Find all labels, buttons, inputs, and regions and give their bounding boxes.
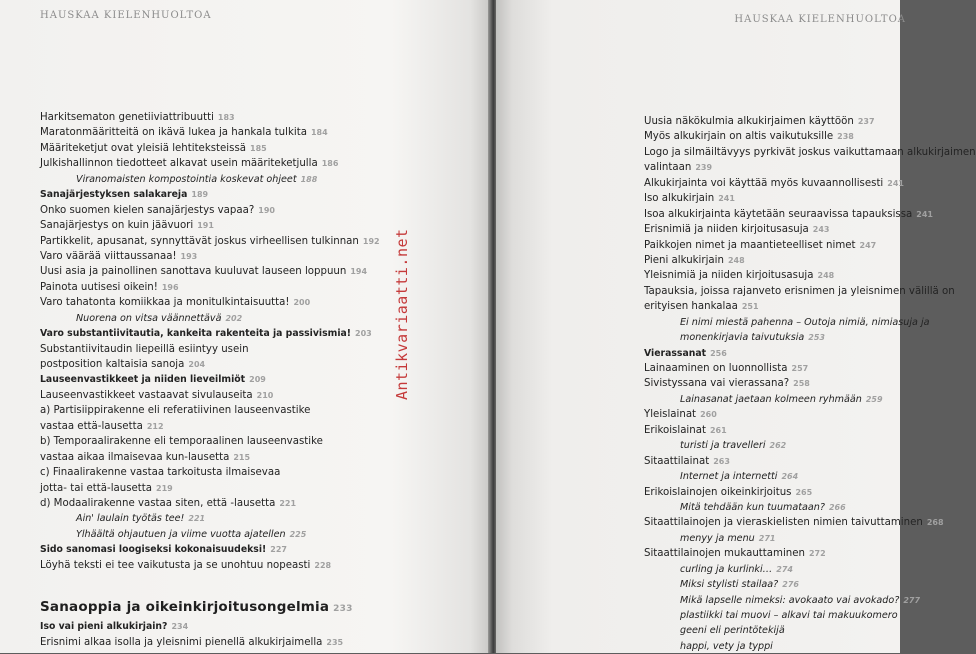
- toc-entry-title: vastaa että-lausetta: [40, 420, 143, 432]
- toc-entry-title: Miksi stylisti stailaa?: [680, 579, 779, 591]
- toc-entry-title: a) Partisiippirakenne eli referatiivinen lauseenvastike: [40, 405, 311, 417]
- toc-entry: [644, 222, 976, 237]
- toc-entry: [644, 376, 976, 391]
- table-of-contents-left: [40, 110, 380, 650]
- toc-entry-title: Tapauksia, joissa rajanveto erisnimen ja yleisnimen välillä on: [644, 285, 955, 297]
- toc-entry-title: Iso alkukirjain: [644, 193, 715, 205]
- toc-entry: [644, 407, 976, 422]
- toc-entry-title: turisti ja travelleri: [680, 440, 766, 452]
- toc-entry: [644, 238, 976, 253]
- toc-entry: [40, 419, 380, 434]
- toc-entry: [644, 284, 976, 299]
- toc-entry: [40, 434, 380, 449]
- toc-page-number: 192: [362, 236, 380, 246]
- toc-page-number: 188: [300, 174, 318, 184]
- running-head: HAUSKAA KIELENHUOLTOA: [40, 10, 212, 21]
- toc-entry-title: Erisnimi alkaa isolla ja yleisnimi pienellä alkukirjaimella: [40, 636, 323, 648]
- toc-entry-title: Löyhä teksti ei tee vaikutusta ja se unohtuu nopeasti: [40, 559, 311, 571]
- toc-section-heading: [40, 595, 380, 619]
- toc-page-number: 221: [279, 498, 297, 508]
- toc-entry-title: Julkishallinnon tiedotteet alkavat usein määriteketjulla: [40, 158, 318, 170]
- toc-entry: [40, 357, 380, 372]
- toc-entry-title: postposition kaltaisia sanoja: [40, 359, 185, 370]
- toc-entry: [644, 114, 976, 129]
- toc-entry-title: Iso vai pieni alkukirjain?: [40, 621, 168, 633]
- toc-entry: [40, 187, 380, 202]
- toc-entry: [644, 207, 976, 222]
- toc-entry: [40, 110, 380, 125]
- toc-entry-title: vastaa aikaa ilmaisevaa kun-lausetta: [40, 451, 230, 463]
- toc-entry: [644, 593, 976, 608]
- toc-page-number: 277: [903, 595, 921, 605]
- toc-entry-title: Lauseenvastikkeet ja niiden lieveilmiöt: [40, 374, 246, 386]
- toc-entry-title: Yleislainat: [644, 409, 697, 421]
- toc-entry-title: Sido sanomasi loogiseksi kokonaisuudeksi!: [40, 544, 267, 556]
- toc-page-number: 190: [258, 205, 275, 215]
- toc-entry-title: Pieni alkukirjain: [644, 254, 724, 266]
- toc-page-number: 185: [250, 143, 267, 153]
- toc-entry-title: Uusi asia ja painollinen sanottava kuuluvat lauseen loppuun: [40, 266, 347, 278]
- toc-page-number: 238: [837, 132, 854, 142]
- table-of-contents-right: [644, 114, 976, 654]
- toc-page-number: 253: [808, 333, 825, 343]
- toc-entry-title: Erikoislainat: [644, 424, 706, 436]
- toc-entry: [40, 450, 380, 465]
- toc-page-number: 235: [326, 637, 344, 647]
- toc-page-number: 219: [156, 483, 173, 493]
- toc-page-number: 274: [776, 564, 793, 574]
- watermark: Antikvariaatti.net: [393, 228, 411, 400]
- toc-entry-title: Mikä lapselle nimeksi: avokaato vai avokado?: [680, 594, 900, 606]
- toc-entry: [644, 515, 976, 530]
- toc-page-number: 234: [171, 622, 189, 632]
- toc-page-number: 215: [233, 452, 251, 462]
- toc-entry: [40, 558, 380, 573]
- toc-page-number: 257: [791, 364, 809, 373]
- toc-page-number: 248: [817, 271, 835, 281]
- toc-entry-title: Substantiivitaudin liepeillä esiintyy usein: [40, 343, 249, 355]
- toc-entry-title: Lauseenvastikkeet vastaavat sivulauseita: [40, 389, 253, 401]
- toc-entry-title: plastiikki tai muovi – alkavi tai makuukomero: [680, 610, 898, 621]
- toc-entry: [644, 454, 976, 469]
- toc-entry: [40, 465, 380, 480]
- toc-page-number: 266: [828, 502, 846, 512]
- toc-entry: [40, 372, 380, 387]
- toc-entry: [644, 562, 976, 577]
- toc-page-number: 183: [217, 113, 235, 122]
- toc-entry-title: menyy ja menu: [680, 532, 755, 544]
- toc-entry-title: Sanaoppia ja oikeinkirjoitusongelmia: [40, 599, 330, 616]
- toc-entry-title: Erisnimiä ja niiden kirjoitusasuja: [644, 224, 809, 236]
- toc-entry-title: Internet ja internetti: [680, 471, 778, 483]
- toc-entry: [40, 527, 380, 542]
- toc-page-number: 260: [700, 410, 717, 420]
- toc-entry-title: Varo väärää viittaussanaa!: [40, 250, 177, 262]
- toc-page-number: 186: [321, 159, 339, 169]
- toc-entry: [644, 577, 976, 592]
- toc-entry: [644, 160, 976, 175]
- right-page: [496, 0, 976, 653]
- toc-entry: [40, 218, 380, 233]
- toc-page-number: 196: [161, 282, 179, 292]
- toc-entry-title: Ain' laulain työtäs tee!: [76, 513, 185, 525]
- toc-page-number: 264: [781, 472, 799, 482]
- toc-page-number: 239: [695, 163, 713, 173]
- toc-entry: [644, 531, 976, 546]
- toc-entry: [644, 423, 976, 438]
- toc-entry-title: Viranomaisten kompostointia koskevat ohjeet: [76, 173, 297, 185]
- toc-entry: [40, 619, 380, 634]
- toc-page-number: 237: [857, 117, 875, 126]
- toc-entry-title: Erikoislainojen oikeinkirjoitus: [644, 486, 792, 498]
- toc-entry-title: Isoa alkukirjainta käytetään seuraavissa tapauksissa: [644, 208, 913, 220]
- running-head: HAUSKAA KIELENHUOLTOA: [734, 14, 906, 25]
- toc-entry-title: valintaan: [644, 162, 692, 174]
- toc-entry-title: Varo substantiivitautia, kankeita rakenteita ja passivismia!: [40, 328, 352, 340]
- toc-page-number: 203: [355, 329, 372, 339]
- toc-page-number: 184: [310, 128, 328, 138]
- toc-entry: [644, 608, 976, 623]
- toc-entry-title: Harkitsematon genetiiviattribuutti: [40, 112, 214, 123]
- toc-page-number: 265: [795, 487, 813, 497]
- toc-entry: [40, 311, 380, 326]
- toc-entry-title: Mitä tehdään kun tuumataan?: [680, 501, 825, 513]
- toc-entry-title: Ylhäältä ohjautuen ja viime vuotta ajatellen: [76, 528, 286, 540]
- toc-entry: [644, 469, 976, 484]
- toc-page-number: 193: [180, 251, 198, 261]
- toc-page-number: 200: [293, 298, 311, 308]
- toc-entry-title: Partikkelit, apusanat, synnyttävät joskus virheellisen tulkinnan: [40, 235, 359, 247]
- toc-entry: [644, 546, 976, 561]
- toc-page-number: 210: [256, 390, 274, 400]
- toc-entry-title: Maratonmääritteitä on ikävä lukea ja hankala tulkita: [40, 127, 307, 139]
- toc-entry-title: Onko suomen kielen sanajärjestys vapaa?: [40, 204, 255, 216]
- toc-page-number: 258: [793, 379, 810, 389]
- toc-entry: [644, 191, 976, 206]
- toc-entry-title: erityisen hankalaa: [644, 301, 738, 313]
- toc-page-number: 262: [769, 441, 787, 451]
- toc-page-number: 212: [146, 421, 164, 431]
- toc-page-number: 225: [289, 529, 307, 539]
- toc-entry-title: Paikkojen nimet ja maantieteelliset nimet: [644, 239, 856, 251]
- toc-page-number: 251: [741, 302, 759, 312]
- toc-entry: [40, 172, 380, 187]
- toc-page-number: 209: [249, 375, 266, 385]
- toc-entry: [40, 234, 380, 249]
- toc-page-number: 259: [865, 394, 883, 404]
- toc-page-number: 227: [270, 545, 287, 555]
- toc-entry: [40, 573, 380, 595]
- toc-page-number: 228: [314, 560, 332, 570]
- toc-entry: [644, 346, 976, 361]
- toc-entry: [644, 639, 976, 654]
- toc-entry-title: Sitaattilainojen mukauttaminen: [644, 548, 805, 560]
- toc-entry-title: Sanajärjestyksen salakareja: [40, 189, 188, 201]
- toc-entry: [40, 249, 380, 264]
- toc-entry: [40, 203, 380, 218]
- toc-entry: [40, 635, 380, 650]
- toc-entry-title: monenkirjavia taivutuksia: [680, 332, 805, 344]
- toc-entry: [644, 129, 976, 144]
- toc-page-number: 268: [926, 518, 944, 528]
- toc-page-number: 247: [859, 240, 877, 250]
- toc-entry-title: Sanajärjestys on kuin jäävuori: [40, 220, 194, 232]
- toc-entry-title: jotta- tai että-lausetta: [40, 482, 153, 494]
- toc-entry-title: Lainaaminen on luonnollista: [644, 363, 788, 374]
- toc-entry: [40, 542, 380, 557]
- toc-entry-title: Nuorena on vitsa väännettävä: [76, 312, 222, 324]
- toc-page-number: 276: [782, 580, 799, 590]
- toc-entry-title: Painota uutisesi oikein!: [40, 281, 158, 293]
- toc-page-number: 189: [191, 190, 209, 200]
- toc-page-number: 261: [709, 425, 727, 435]
- toc-entry-title: d) Modaalirakenne vastaa siten, että -lausetta: [40, 497, 276, 509]
- toc-page-number: 263: [713, 456, 730, 466]
- toc-entry-title: c) Finaalirakenne vastaa tarkoitusta ilmaisevaa: [40, 467, 281, 479]
- toc-page-number: 241: [718, 194, 735, 204]
- toc-entry: [40, 388, 380, 403]
- toc-entry: [644, 485, 976, 500]
- toc-entry: [40, 326, 380, 341]
- toc-entry-title: Varo tahatonta komiikkaa ja monitulkintaisuutta!: [40, 297, 290, 309]
- toc-entry: [644, 268, 976, 283]
- toc-page-number: 194: [350, 267, 368, 277]
- toc-entry-title: curling ja kurlinki…: [680, 563, 773, 575]
- toc-entry: [644, 145, 976, 160]
- toc-entry: [644, 176, 976, 191]
- toc-page-number: 233: [333, 604, 353, 615]
- toc-page-number: 221: [188, 514, 206, 524]
- toc-entry: [40, 481, 380, 496]
- toc-entry-title: Myös alkukirjain on altis vaikutuksille: [644, 131, 834, 143]
- toc-entry-title: happi, vety ja typpi: [680, 640, 773, 652]
- toc-page-number: 248: [727, 255, 745, 265]
- toc-entry-title: Määriteketjut ovat yleisiä lehtiteksteissä: [40, 142, 246, 154]
- toc-entry-title: Sitaattilainojen ja vieraskielisten nimien taivuttaminen: [644, 517, 923, 529]
- toc-entry: [644, 253, 976, 268]
- toc-entry-title: geeni eli perintötekijä: [680, 625, 785, 637]
- toc-entry: [644, 438, 976, 453]
- toc-entry-title: Lainasanat jaetaan kolmeen ryhmään: [680, 393, 862, 405]
- toc-page-number: 202: [225, 313, 243, 323]
- toc-page-number: 271: [758, 533, 776, 543]
- toc-entry: [40, 511, 380, 526]
- toc-entry: [644, 330, 976, 345]
- toc-entry: [644, 361, 976, 376]
- toc-entry: [644, 623, 976, 638]
- toc-entry: [40, 342, 380, 357]
- toc-entry-title: Logo ja silmäiltävyys pyrkivät joskus vaikuttamaan alkukirjaimen: [644, 146, 976, 158]
- toc-entry: [644, 500, 976, 515]
- toc-entry-title: Alkukirjainta voi käyttää myös kuvaannollisesti: [644, 177, 884, 189]
- toc-entry: [40, 403, 380, 418]
- toc-page-number: 191: [197, 221, 214, 231]
- toc-entry-title: Ei nimi miestä pahenna – Outoja nimiä, nimiasuja ja: [680, 316, 930, 328]
- toc-entry: [40, 125, 380, 140]
- toc-page-number: 256: [710, 348, 727, 358]
- toc-entry: [40, 264, 380, 279]
- toc-entry-title: Sivistyssana vai vierassana?: [644, 378, 790, 390]
- toc-entry: [40, 496, 380, 511]
- toc-entry-title: Sitaattilainat: [644, 455, 710, 467]
- toc-entry: [40, 295, 380, 310]
- toc-entry-title: Yleisnimiä ja niiden kirjoitusasuja: [644, 270, 814, 282]
- toc-entry: [40, 141, 380, 156]
- toc-entry-title: Uusia näkökulmia alkukirjaimen käyttöön: [644, 116, 854, 127]
- toc-entry-title: b) Temporaalirakenne eli temporaalinen lauseenvastike: [40, 436, 323, 448]
- toc-page-number: 241: [916, 209, 933, 219]
- toc-entry: [40, 156, 380, 171]
- toc-entry-title: Vierassanat: [644, 347, 707, 359]
- toc-entry: [644, 392, 976, 407]
- toc-entry: [644, 299, 976, 314]
- toc-page-number: 241: [887, 178, 904, 188]
- toc-page-number: 204: [188, 360, 206, 369]
- toc-entry: [644, 315, 976, 330]
- toc-entry: [40, 280, 380, 295]
- toc-page-number: 243: [812, 225, 830, 235]
- toc-page-number: 272: [808, 549, 826, 559]
